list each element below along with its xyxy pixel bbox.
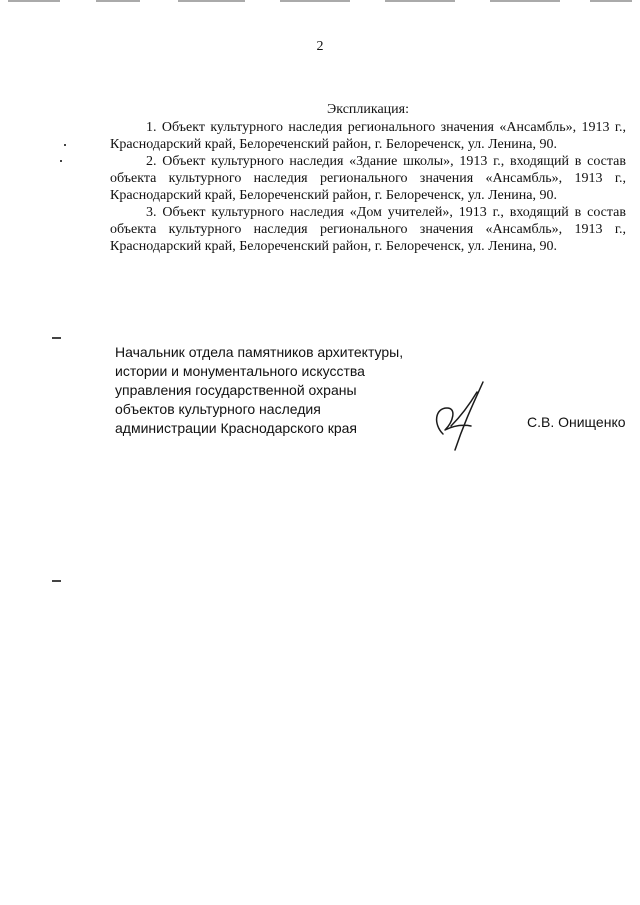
scan-speck bbox=[52, 337, 61, 339]
handwritten-signature bbox=[425, 374, 495, 454]
signer-title-line: истории и монументального искусства bbox=[115, 363, 365, 379]
scan-speck bbox=[60, 160, 62, 162]
explication-list bbox=[110, 119, 626, 255]
explication-item: 3. Объект культурного наследия «Дом учителей», 1913 г., входящий в состав объекта культурного наследия регионального значения «Ансамбль», 1913 г., Краснодарский край, Белореченский район, г. Белореченск, ул. Ленина, 90. bbox=[110, 205, 626, 254]
page-number: 2 bbox=[316, 39, 324, 54]
signer-title-line: Начальник отдела памятников архитектуры, bbox=[115, 344, 404, 360]
signer-title-line: объектов культурного наследия bbox=[115, 401, 321, 417]
explication-heading: Экспликация: bbox=[327, 102, 409, 117]
scan-speck bbox=[64, 144, 66, 146]
scan-top-edge bbox=[0, 0, 640, 3]
signer-name: С.В. Онищенко bbox=[527, 414, 626, 430]
explication-item: 2. Объект культурного наследия «Здание школы», 1913 г., входящий в состав объекта культурного наследия регионального значения «Ансамбль», 1913 г., Краснодарский край, Белореченский район, г. Белореченск, ул. Ленина, 90. bbox=[110, 154, 626, 203]
signer-title-line: администрации Краснодарского края bbox=[115, 420, 357, 436]
explication-item: 1. Объект культурного наследия регионального значения «Ансамбль», 1913 г., Краснодарский край, Белореченский район, г. Белореченск, ул. Ленина, 90. bbox=[110, 120, 626, 152]
signer-title-line: управления государственной охраны bbox=[115, 382, 357, 398]
scan-speck bbox=[52, 580, 61, 582]
signer-title bbox=[115, 343, 415, 438]
